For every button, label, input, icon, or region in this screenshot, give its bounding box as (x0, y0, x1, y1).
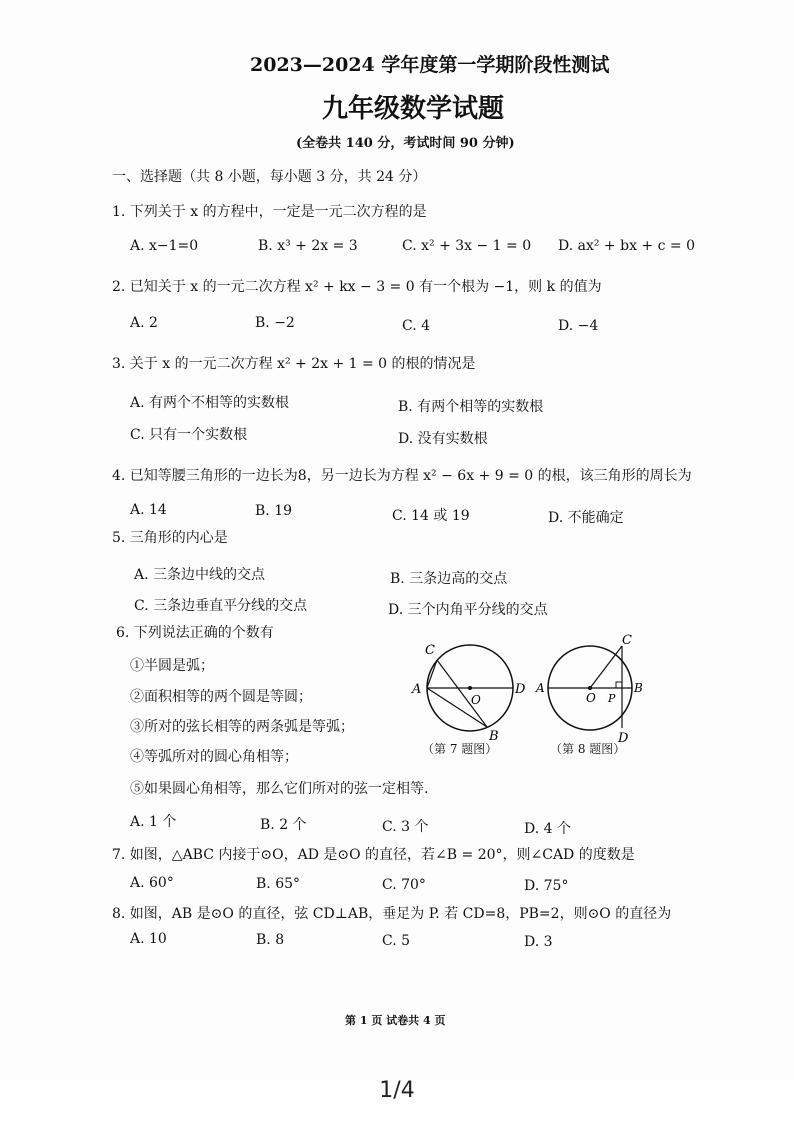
q7-option-a: A. 60° (130, 875, 174, 891)
q2-option-a: A. 2 (130, 315, 158, 331)
q8-option-c: C. 5 (382, 933, 411, 949)
question-3-stem: 3. 关于 x 的一元二次方程 x² + 2x + 1 = 0 的根的情况是 (112, 356, 476, 372)
label-o: O (586, 691, 596, 705)
q5-option-b: B. 三条边高的交点 (390, 571, 508, 587)
q2-option-b: B. −2 (255, 315, 295, 331)
q8-option-d: D. 3 (524, 934, 553, 950)
chord-ac (427, 660, 437, 688)
exam-note: (全卷共 140 分，考试时间 90 分钟) (296, 136, 515, 151)
q4-option-c: C. 14 或 19 (392, 508, 470, 524)
question-5-stem: 5. 三角形的内心是 (112, 530, 228, 546)
label-a: A (412, 682, 422, 697)
center-point (468, 686, 472, 690)
q7-option-d: D. 75° (524, 878, 569, 894)
page-indicator: 1/4 (379, 1078, 415, 1103)
q5-option-a: A. 三条边中线的交点 (134, 567, 266, 583)
question-6-stem: 6. 下列说法正确的个数有 (116, 625, 274, 641)
question-7-stem: 7. 如图，△ABC 内接于⊙O，AD 是⊙O 的直径，若∠B = 20°，则∠CAD 的度数是 (112, 847, 635, 863)
q4-option-b: B. 19 (255, 503, 293, 519)
q6-option-a: A. 1 个 (130, 814, 177, 830)
q1-option-b: B. x³ + 2x = 3 (258, 238, 358, 254)
question-2-stem: 2. 已知关于 x 的一元二次方程 x² + kx − 3 = 0 有一个根为 −1，则 k 的值为 (112, 279, 602, 295)
label-b: B (634, 681, 643, 695)
q3-option-d: D. 没有实数根 (398, 431, 488, 447)
q6-statement-5: ⑤如果圆心角相等，那么它们所对的弦一定相等. (130, 781, 429, 797)
label-o: O (471, 693, 481, 707)
section-heading: 一、选择题（共 8 小题，每小题 3 分，共 24 分） (112, 169, 427, 185)
label-d: D (618, 731, 629, 746)
q6-statement-2: ②面积相等的两个圆是等圆； (130, 689, 312, 705)
q3-option-c: C. 只有一个实数根 (130, 427, 248, 443)
question-1-stem: 1. 下列关于 x 的方程中，一定是一元二次方程的是 (112, 204, 427, 220)
q8-option-b: B. 8 (256, 932, 285, 948)
q3-option-b: B. 有两个相等的实数根 (398, 399, 544, 415)
question-4-stem: 4. 已知等腰三角形的一边长为8，另一边长为方程 x² − 6x + 9 = 0 的根，该三角形的周长为 (112, 468, 692, 484)
q6-statement-3: ③所对的弦长相等的两条弧是等弧； (130, 719, 354, 735)
q6-statement-4: ④等弧所对的圆心角相等； (130, 749, 298, 765)
right-angle-mark (616, 682, 622, 688)
q1-option-a: A. x−1=0 (130, 238, 199, 254)
label-b: B (489, 729, 499, 744)
q6-option-d: D. 4 个 (524, 821, 571, 837)
page-footer: 第 1 页 试卷共 4 页 (345, 1014, 446, 1027)
q8-option-a: A. 10 (130, 931, 167, 947)
question-8-stem: 8. 如图，AB 是⊙O 的直径，弦 CD⊥AB，垂足为 P. 若 CD=8，PB=2，则⊙O 的直径为 (112, 906, 672, 922)
q3-option-a: A. 有两个不相等的实数根 (130, 395, 290, 411)
exam-subtitle: 九年级数学试题 (322, 94, 505, 124)
q6-statement-1: ①半圆是弧； (130, 658, 214, 674)
exam-title: 2023—2024 学年度第一学期阶段性测试 (250, 54, 610, 76)
q5-option-c: C. 三条边垂直平分线的交点 (134, 598, 308, 614)
q4-option-a: A. 14 (130, 502, 167, 518)
q2-option-c: C. 4 (402, 318, 431, 334)
q7-option-b: B. 65° (256, 876, 301, 892)
center-point (588, 686, 592, 690)
label-c: C (622, 633, 632, 648)
figure-7-caption: （第 7 题图） (422, 742, 498, 756)
q2-option-d: D. −4 (558, 318, 599, 334)
q6-option-c: C. 3 个 (382, 819, 429, 835)
q4-option-d: D. 不能确定 (548, 510, 624, 526)
q1-option-c: C. x² + 3x − 1 = 0 (402, 238, 532, 254)
q6-option-b: B. 2 个 (260, 817, 307, 833)
label-d: D (515, 682, 526, 697)
q7-option-c: C. 70° (382, 877, 426, 893)
q5-option-d: D. 三个内角平分线的交点 (388, 602, 548, 618)
label-c: C (425, 643, 435, 658)
label-a: A (536, 681, 545, 695)
q1-option-d: D. ax² + bx + c = 0 (558, 238, 695, 254)
figure-8-caption: （第 8 题图） (550, 742, 626, 756)
label-p: P (608, 692, 616, 705)
